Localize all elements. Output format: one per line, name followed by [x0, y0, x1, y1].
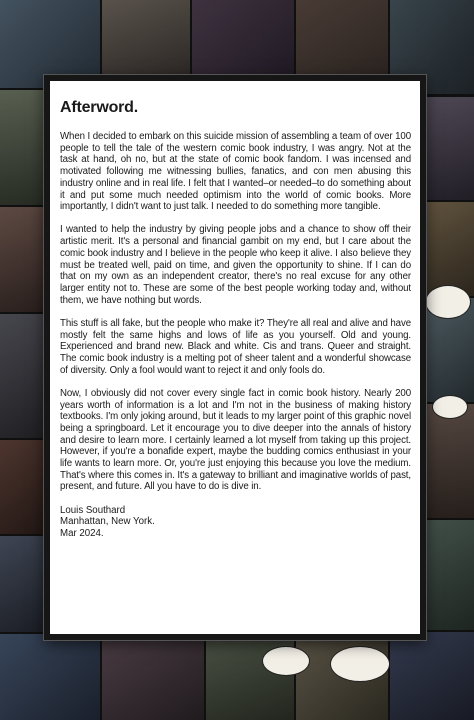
comic-panel: [100, 634, 210, 720]
comic-panel: [0, 312, 50, 442]
paragraph: When I decided to embark on this suicide mission of assembling a team of over 100 people to tell the tale of the western comic book industry, I was angry. Not at the task at hand, oh no, but at the state of comic book fandom. I was incensed and motivated following me witnessing bullies, fanatics, and con men abusing this industry online and in real life. I felt that I wanted–or needed–to do something about it and put some much needed optimism into the world of comic books. More importantly, I didn't want to just talk. I needed to do something more tangible.: [60, 131, 411, 213]
paragraph: This stuff is all fake, but the people who make it? They're all real and alive and have mostly felt the same highs and lows of life as you yourself. Old and young. Experienced and brand new. Black and white. Cis and trans. Queer and straight. The comic book industry is a melting pot of sheer talent and a wonderful showcase of diversity. Only a fool would want to reject it and only fools do.: [60, 317, 411, 376]
paragraph: Now, I obviously did not cover every single fact in comic book history. Nearly 200 years worth of information is a lot and I'm not in the business of making history textbooks. I'm only joking around, but it leads to my larger point of this graphic novel being a springboard. Let it encourage you to dive deeper into the annals of history and desire to learn more. I certainly learned a lot myself from taking up this project. However, if you're a bonafide expert, maybe the budding comics enthusiast in your life wants to learn more. Or, you're just enjoying this because you love the medium. That's where this comes in. It's a gateway to brilliant and imaginative worlds of past, present, and future. All you have to do is dive in.: [60, 387, 411, 493]
afterword-page: [44, 75, 426, 640]
comic-panel: [388, 630, 474, 720]
comic-panel: [420, 95, 474, 205]
comic-panel: [0, 88, 50, 208]
comic-panel: [0, 534, 50, 634]
comic-panel: [294, 0, 394, 86]
speech-bubble: [425, 285, 471, 319]
speech-bubble: [432, 395, 468, 419]
comic-panel: [190, 0, 300, 82]
comic-panel: [0, 438, 50, 538]
signature-date: Mar 2024.: [60, 528, 104, 540]
signature-block: [60, 505, 411, 540]
speech-bubble: [262, 646, 310, 676]
comic-panel: [0, 205, 50, 315]
comic-panel: [420, 518, 474, 638]
comic-panel: [100, 0, 195, 82]
paragraph: I wanted to help the industry by giving people jobs and a chance to show off their artistic merit. It's a personal and financial gambit on my end, but I care about the comic book industry and I believe in the people who keep it alive. I also believe they must be treated well, paid on time, and given the opportunity to shine. If I can do that on my own as an independent creator, there's no real excuse for any other larger entity not to. These are some of the best people working today and, without them, we have nothing but words.: [60, 224, 411, 306]
speech-bubble: [330, 646, 390, 682]
comic-panel: [0, 632, 106, 720]
page-title: Afterword.: [60, 99, 139, 116]
author-name: Louis Southard: [60, 504, 126, 516]
author-location: Manhattan, New York.: [60, 516, 155, 528]
comic-panel: [420, 402, 474, 522]
